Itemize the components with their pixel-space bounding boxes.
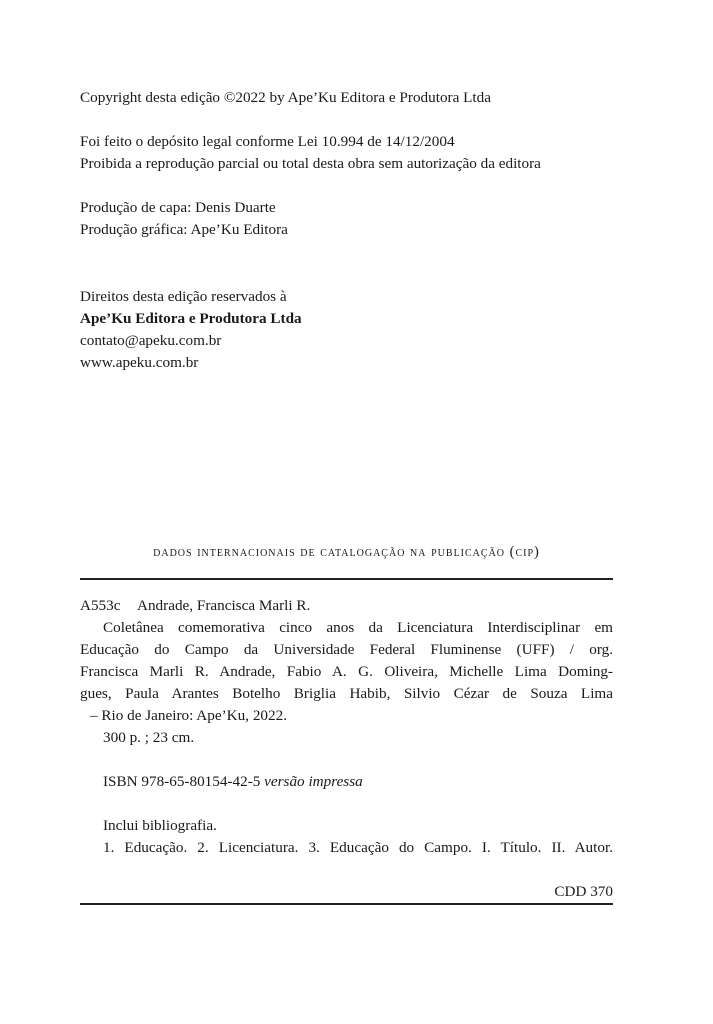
title-line-2: Educação do Campo da Universidade Federal Fluminense (UFF) / org. [80,641,613,658]
subject-headings: 1. Educação. 2. Licenciatura. 3. Educação do Campo. I. Título. II. Autor. [103,839,613,856]
rights-intro: Direitos desta edição reservados à [80,288,287,305]
title-line-3: Francisca Marli R. Andrade, Fabio A. G. Oliveira, Michelle Lima Doming- [80,663,613,680]
copyright-notice: Copyright desta edição ©2022 by Ape’Ku Editora e Produtora Ltda [80,89,491,106]
call-number: A553c [80,597,121,614]
cip-bottom-rule [80,903,613,905]
publisher-email: contato@apeku.com.br [80,332,222,349]
isbn-number: ISBN 978-65-80154-42-5 [103,773,261,790]
cover-credit: Produção de capa: Denis Duarte [80,199,276,216]
catalog-card [80,595,613,900]
physical-description: 300 p. ; 23 cm. [103,729,195,746]
graphic-credit: Produção gráfica: Ape’Ku Editora [80,221,288,238]
classification-number: CDD 370 [554,883,613,900]
isbn-line [103,771,363,793]
title-line-4: gues, Paula Arantes Botelho Briglia Habib, Silvio Cézar de Souza Lima [80,685,613,702]
publisher-name: Ape’Ku Editora e Produtora Ltda [80,310,302,327]
cip-heading: dados internacionais de catalogação na publicação (cip) [153,544,540,560]
reproduction-prohibition-line: Proibida a reprodução parcial ou total desta obra sem autorização da editora [80,155,541,172]
bibliography-note: Inclui bibliografia. [103,817,217,834]
main-author: Andrade, Francisca Marli R. [137,597,311,614]
legal-deposit-line: Foi feito o depósito legal conforme Lei 10.994 de 14/12/2004 [80,133,455,150]
cip-top-rule [80,578,613,580]
isbn-edition-note: versão impressa [264,773,363,790]
title-line-1: Coletânea comemorativa cinco anos da Licenciatura Interdisciplinar em [103,619,613,636]
imprint: – Rio de Janeiro: Ape’Ku, 2022. [90,707,287,724]
publisher-website: www.apeku.com.br [80,354,199,371]
